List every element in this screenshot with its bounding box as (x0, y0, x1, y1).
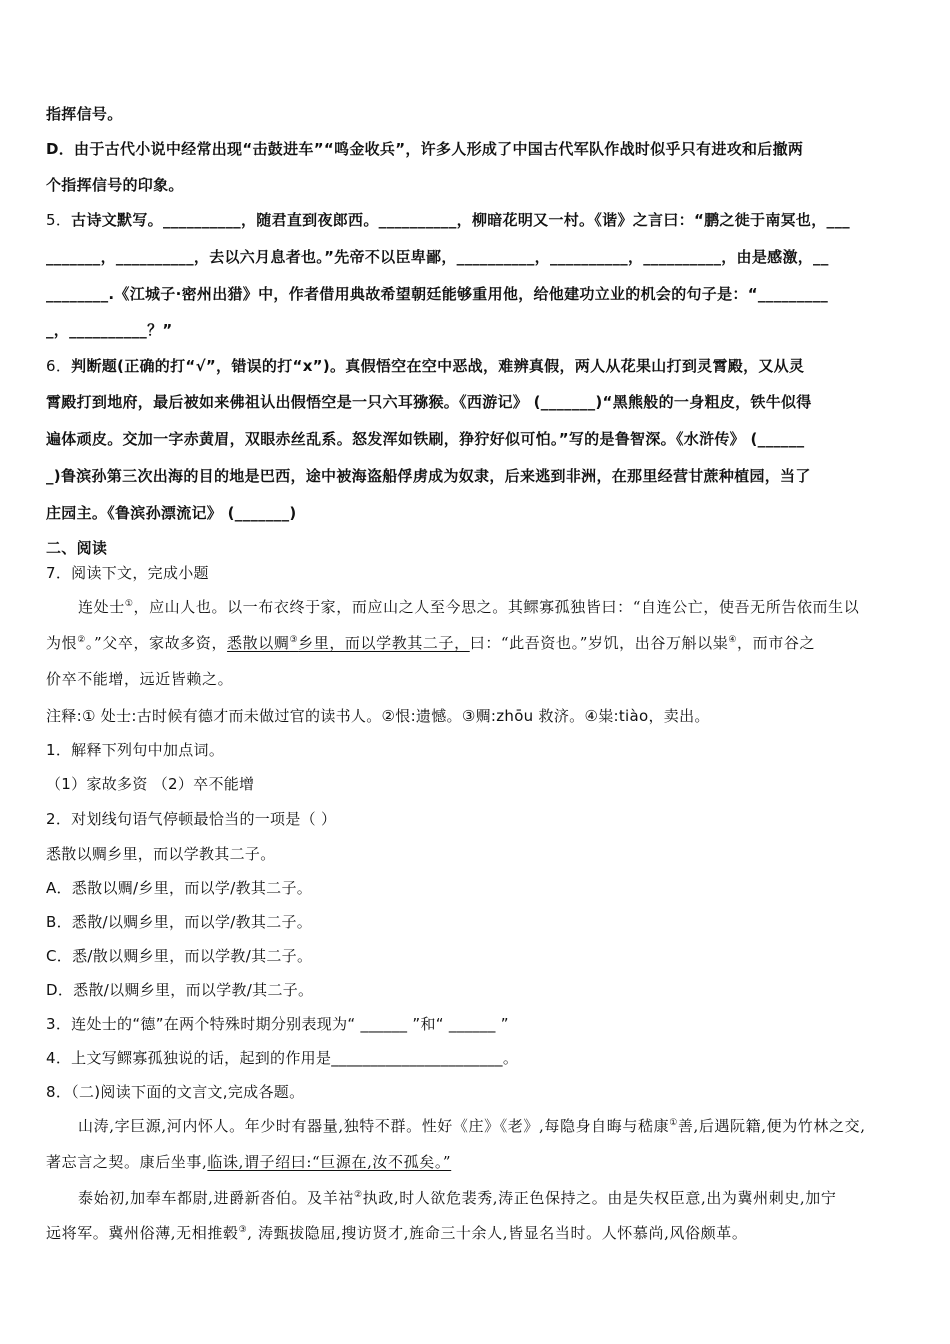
q6-line5: 庄园主。《鲁滨孙漂流记》 (_______) (46, 504, 297, 522)
q6-number: 6． (46, 357, 72, 375)
q6-line3: 遍体顽皮。交加一字赤黄眉，双眼赤丝乱系。怒发浑如铁刷，狰狞好似可怕。”写的是鲁智深。《水浒传》 (______ (46, 430, 805, 448)
q7-passage-text: ，而市谷之 (737, 634, 816, 652)
q8-underlined-sentence: 临诛,谓子绍曰:“巨源在,汝不孤矣。” (207, 1153, 452, 1171)
q7-sub1-items: （1）家故多资 （2）卒不能增 (46, 775, 255, 793)
q8-passage-text: 泰始初,加奉车都尉,进爵新沓伯。及羊祜 (78, 1189, 354, 1207)
option-b: B．悉散/以赒乡里，而以学/教其二子。 (46, 913, 313, 931)
q8-passage-line3 (78, 1187, 837, 1208)
option-d-line1: D．由于古代小说中经常出现“击鼓进车”“鸣金收兵”，许多人形成了中国古代军队作战时似乎只有进攻和后撤两 (46, 140, 804, 158)
q7-passage-line2 (46, 632, 815, 653)
option-c-tail: 指挥信号。 (46, 105, 123, 123)
q7-notes: 注释:① 处士:古时候有德才而未做过官的读书人。②恨:遗憾。③赒:zhōu 救济。④粜:tiào，卖出。 (46, 707, 710, 725)
q5-number: 5． (46, 211, 72, 229)
q7-sub2-sentence: 悉散以赒乡里，而以学教其二子。 (46, 845, 276, 863)
underlined-text: 乡里，而以学教其二子， (298, 634, 470, 652)
q7-sub3: 3．连处士的“德”在两个特殊时期分别表现为“ ______ ”和“ ______ ” (46, 1015, 509, 1033)
q7-passage-line1 (78, 596, 859, 617)
underlined-text: 悉散以赒 (227, 634, 290, 652)
q7-sub4: 4．上文写鳏寡孤独说的话，起到的作用是______________________。 (46, 1049, 519, 1067)
q5-text-1: 古诗文默写。__________，随君直到夜郎西。__________，柳暗花明又一村。《谐》之言曰：“鹏之徙于南冥也，___ (71, 211, 850, 229)
option-a: A．悉散以赒/乡里，而以学/教其二子。 (46, 879, 313, 897)
q6-line4: _)鲁滨孙第三次出海的目的地是巴西，途中被海盗船俘虏成为奴隶，后来逃到非洲，在那里经营甘蔗种植园，当了 (46, 467, 811, 485)
q6-line1 (46, 355, 804, 376)
option-c: C．悉/散以赒乡里，而以学教/其二子。 (46, 947, 313, 965)
q8-passage-text: 执政,时人欲危裴秀,涛正色保持之。由是失权臣意,出为冀州刺史,加宁 (362, 1189, 837, 1207)
q8-passage-text: 善,后遇阮籍,便为竹林之交, (677, 1117, 866, 1135)
q7-passage-text: 连处士 (78, 598, 125, 616)
footnote-marker: ② (77, 635, 86, 645)
footnote-marker: ③ (238, 1225, 248, 1235)
q5-line3: ________.《江城子·密州出猎》中，作者借用典故希望朝廷能够重用他，给他建功立业的机会的句子是：“_________ (46, 285, 829, 303)
q8-passage-line2 (46, 1151, 451, 1172)
q7-sub1: 1．解释下列句中加点词。 (46, 741, 225, 759)
q6-line2: 霄殿打到地府，最后被如来佛祖认出假悟空是一只六耳猕猴。《西游记》 (_______)“黑熊般的一身粗皮，铁牛似得 (46, 393, 812, 411)
q7-passage-text: 为恨 (46, 634, 78, 652)
q5-line4: _，__________？” (46, 321, 173, 339)
q8-passage-text: 远将军。冀州俗薄,无相推毂 (46, 1224, 239, 1242)
footnote-marker: ③ (289, 635, 299, 645)
footnote-marker: ① (124, 599, 134, 609)
q8-passage-line1 (78, 1115, 866, 1136)
q5-line2: _______，__________，去以六月息者也。”先帝不以臣卑鄙，__________，__________，__________，由是感激，__ (46, 248, 829, 266)
q8-title: 8．（二)阅读下面的文言文,完成各题。 (46, 1083, 305, 1101)
q5-line1 (46, 209, 850, 230)
option-d-line2: 个指挥信号的印象。 (46, 176, 184, 194)
q8-passage-text: 山涛,字巨源,河内怀人。年少时有器量,独特不群。性好《庄》《老》,每隐身自晦与嵇康 (78, 1117, 670, 1135)
footnote-marker: ① (669, 1118, 678, 1128)
section2-heading: 二、阅读 (46, 539, 108, 557)
q7-passage-text: 。”父卒，家故多资， (85, 634, 228, 652)
q7-sub2: 2．对划线句语气停顿最恰当的一项是（ ） (46, 810, 337, 828)
option-d: D．悉散/以赒乡里，而以学教/其二子。 (46, 981, 314, 999)
footnote-marker: ④ (728, 635, 738, 645)
q7-passage-text: 曰：“此吾资也。”岁饥，出谷万斛以粜 (469, 634, 729, 652)
q7-underlined-sentence (227, 634, 470, 652)
q8-passage-line4 (46, 1222, 747, 1243)
footnote-marker: ② (353, 1190, 363, 1200)
q7-passage-text: ，应山人也。以一布衣终于家，而应山之人至今思之。其鳏寡孤独皆曰：“自连公亡，使吾无所告依而生以 (133, 598, 860, 616)
q7-passage-line3: 价卒不能增，远近皆赖之。 (46, 670, 234, 688)
q6-text-1: 判断题(正确的打“√”，错误的打“x”)。真假悟空在空中恶战，难辨真假，两人从花果山打到灵霄殿，又从灵 (71, 357, 805, 375)
q8-passage-text: , 涛甄拔隐屈,搜访贤才,旌命三十余人,皆显名当时。人怀慕尚,风俗颇革。 (247, 1224, 748, 1242)
q8-passage-text: 著忘言之契。康后坐事, (46, 1153, 208, 1171)
q7-title: 7．阅读下文，完成小题 (46, 564, 209, 582)
